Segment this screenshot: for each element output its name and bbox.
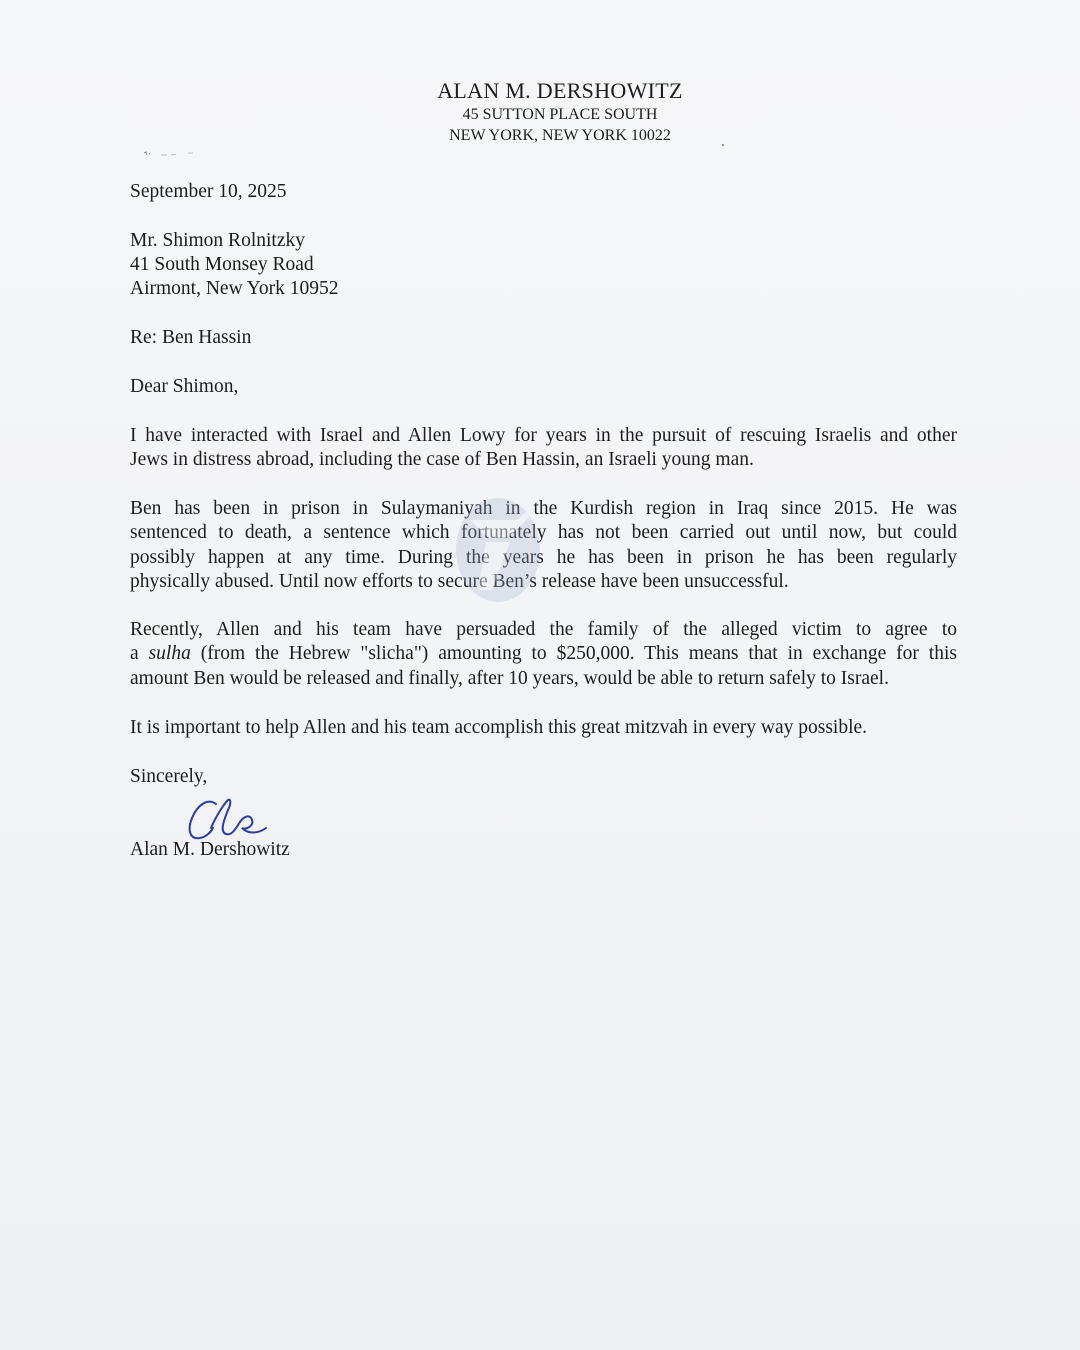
paragraph-2-line: Ben has been in prison in Sulaymaniyah in the Kurdish region in Iraq since 2015. He was [130,498,957,519]
paragraph-1-line: Jews in distress abroad, including the case of Ben Hassin, an Israeli young man. [130,449,754,471]
letterhead-street: 45 SUTTON PLACE SOUTH [462,106,658,123]
sulha-term: sulha [148,643,191,665]
paragraph-3-rest: (from the Hebrew "slicha") amounting to $250,000. This means that in exchange for this [190,643,957,665]
paragraph-3-line [130,642,957,666]
reference-line: Re: Ben Hassin [130,327,252,348]
paper-speck [143,150,195,158]
recipient-name: Mr. Shimon Rolnitzky [130,230,305,251]
closing: Sincerely, [130,766,208,787]
paragraph-2-line: sentenced to death, a sentence which fortunately has not been carried out until now, but could [130,522,957,544]
letterhead-city: NEW YORK, NEW YORK 10022 [449,127,671,144]
paragraph-1 [130,424,957,473]
paragraph-2-line: possibly happen at any time. During the years he has been in prison he has been regularly [130,546,957,568]
paragraph-2 [130,497,957,594]
paragraph-3 [130,618,957,691]
letter-date: September 10, 2025 [130,181,287,202]
salutation: Dear Shimon, [130,376,239,397]
paragraph-3-line: Recently, Allen and his team have persuaded the family of the alleged victim to agree to [130,619,957,640]
recipient-street: 41 South Monsey Road [130,254,314,275]
signer-name: Alan M. Dershowitz [130,839,290,860]
paragraph-1-line: I have interacted with Israel and Allen Lowy for years in the pursuit of rescuing Israelis and other [130,425,957,446]
letterhead-name: ALAN M. DERSHOWITZ [437,78,683,103]
paper-dot [722,144,724,146]
recipient-city: Airmont, New York 10952 [130,278,339,299]
paragraph-3-prefix: a [130,643,149,665]
paragraph-2-line: physically abused. Until now efforts to secure Ben’s release have been unsuccessful. [130,570,789,592]
paragraph-4: It is important to help Allen and his team accomplish this great mitzvah in every way possible. [130,717,868,738]
paragraph-3-line: amount Ben would be released and finally, after 10 years, would be able to return safely to Israel. [130,667,889,689]
